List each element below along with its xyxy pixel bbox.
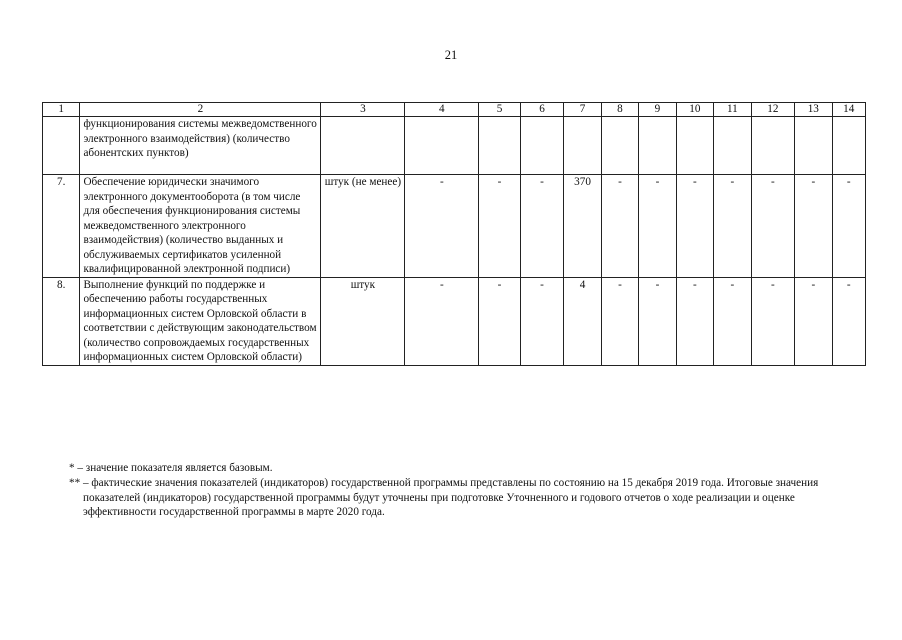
col-header-12: 12 <box>751 103 795 117</box>
value-cell <box>601 117 638 175</box>
col-header-9: 9 <box>639 103 676 117</box>
value-cell <box>832 117 865 175</box>
value-cell: - <box>676 277 713 365</box>
value-cell <box>639 117 676 175</box>
value-cell <box>676 117 713 175</box>
unit-cell <box>321 117 405 175</box>
header-row <box>43 103 866 117</box>
col-header-2: 2 <box>80 103 321 117</box>
indicator-name: Выполнение функций по поддержке и обеспечению работы государственных информационных систем Орловской области в соответствии с действующим законодательством (количество сопровождаемых государственных информационных систем Орловской области) <box>80 277 321 365</box>
col-header-8: 8 <box>601 103 638 117</box>
table-row <box>43 277 866 365</box>
indicator-name: Обеспечение юридически значимого электронного документооборота (в том числе для обеспечения функционирования системы межведомственного электронного взаимодействия) (количество выданных и обслуживаемых сертификатов усиленной квалифицированной электронной подписи) <box>80 175 321 278</box>
value-cell: - <box>639 175 676 278</box>
value-cell: - <box>479 277 521 365</box>
value-cell: - <box>751 175 795 278</box>
row-number <box>43 117 80 175</box>
page-number: 21 <box>444 48 458 62</box>
value-cell: 4 <box>564 277 601 365</box>
table-row <box>43 175 866 278</box>
table-row <box>43 117 866 175</box>
value-cell <box>751 117 795 175</box>
indicators-table <box>42 102 866 366</box>
footnote-base-value: * – значение показателя является базовым. <box>69 462 273 474</box>
value-cell: - <box>714 277 751 365</box>
col-header-5: 5 <box>479 103 521 117</box>
indicator-name: функционирования системы межведомственного электронного взаимодействия) (количество абонентских пунктов) <box>80 117 321 175</box>
footnotes <box>69 461 859 520</box>
value-cell: - <box>751 277 795 365</box>
value-cell: - <box>520 175 564 278</box>
col-header-13: 13 <box>795 103 832 117</box>
row-number: 8. <box>43 277 80 365</box>
value-cell <box>479 117 521 175</box>
value-cell: - <box>520 277 564 365</box>
value-cell <box>795 117 832 175</box>
value-cell: - <box>795 277 832 365</box>
col-header-6: 6 <box>520 103 564 117</box>
value-cell: - <box>639 277 676 365</box>
row-number: 7. <box>43 175 80 278</box>
col-header-3: 3 <box>321 103 405 117</box>
col-header-1: 1 <box>43 103 80 117</box>
col-header-11: 11 <box>714 103 751 117</box>
unit-cell: штук (не менее) <box>321 175 405 278</box>
value-cell <box>714 117 751 175</box>
unit-cell: штук <box>321 277 405 365</box>
col-header-4: 4 <box>405 103 479 117</box>
value-cell: - <box>676 175 713 278</box>
value-cell: - <box>479 175 521 278</box>
value-cell: - <box>601 277 638 365</box>
value-cell <box>405 117 479 175</box>
col-header-7: 7 <box>564 103 601 117</box>
footnote-actual-values: ** – фактические значения показателей (индикаторов) государственной программы представлены по состоянию на 15 декабря 2019 года. Итоговые значения показателей (индикаторов) государственной программы будут уточнены при подготовке Уточненного и годового отчетов о ходе реализации и оценке эффективности государственной программы в марте 2020 года. <box>69 476 819 519</box>
col-header-10: 10 <box>676 103 713 117</box>
value-cell: - <box>405 277 479 365</box>
value-cell <box>564 117 601 175</box>
value-cell: - <box>714 175 751 278</box>
value-cell: - <box>795 175 832 278</box>
value-cell: - <box>601 175 638 278</box>
value-cell <box>520 117 564 175</box>
value-cell: 370 <box>564 175 601 278</box>
value-cell: - <box>832 175 865 278</box>
col-header-14: 14 <box>832 103 865 117</box>
value-cell: - <box>405 175 479 278</box>
value-cell: - <box>832 277 865 365</box>
